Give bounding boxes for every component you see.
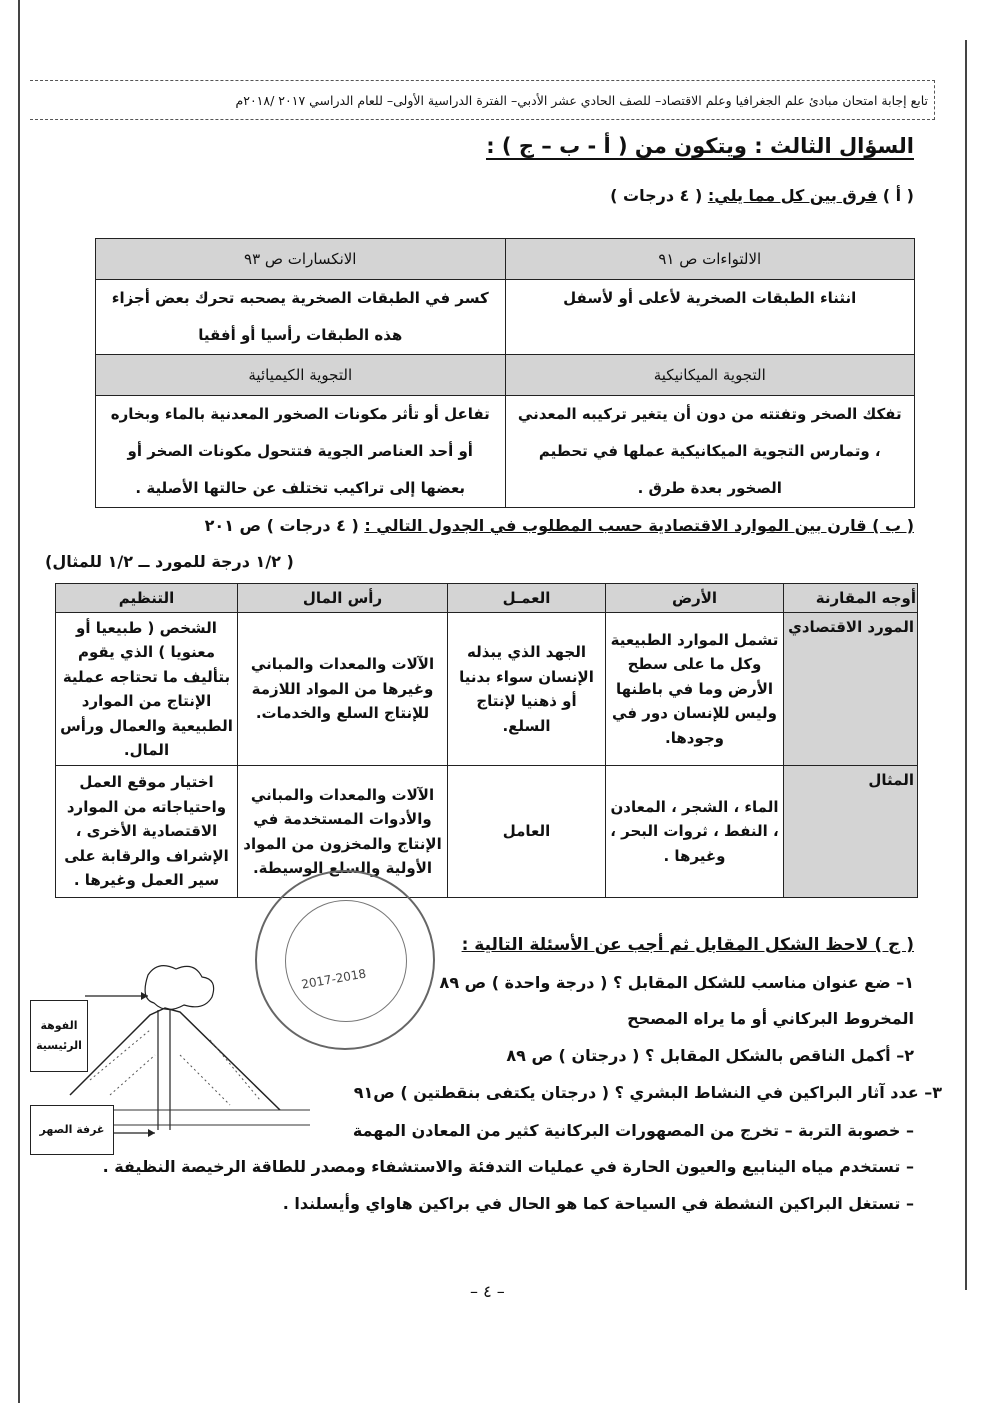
part-a-marks: ( ٤ درجات ) — [610, 186, 708, 205]
table-row — [96, 280, 915, 355]
header-mechanical-weathering: التجوية الميكانيكية — [505, 355, 915, 396]
scan-edge-left — [18, 0, 20, 1403]
part-c-line-3: ٣– عدد آثار البراكين في النشاط البشري ؟ ( درجتان يكتفى بنقطتين ) ص٩١ — [353, 1083, 942, 1102]
volcano-conduit — [158, 1010, 170, 1130]
resources-table — [55, 583, 918, 898]
table-header-row — [56, 584, 918, 613]
cell-land-resource: تشمل الموارد الطبيعية وكل ما على سطح الأرض وما في باطنها وليس للإنسان دور في وجودها. — [606, 613, 784, 766]
table-row — [56, 613, 918, 766]
table-row — [56, 766, 918, 898]
label-magma-chamber: غرفة الصهر — [30, 1105, 114, 1155]
header-land: الأرض — [606, 584, 784, 613]
ash-cloud — [145, 966, 214, 1010]
header-capital: رأس المال — [238, 584, 448, 613]
comparison-table-a — [95, 238, 915, 508]
scan-edge-right — [965, 40, 967, 1290]
part-a-instruction: فرق بين كل مما يلي: — [707, 186, 878, 205]
label-main-vent: الفوهة الرئيسية — [30, 1000, 88, 1072]
part-b-grading: ( ١/٢ درجة للمورد ــ ١/٢ للمثال) — [45, 552, 294, 571]
cell-capital-resource: الآلات والمعدات والمباني وغيرها من المواد اللازمة للإنتاج السلع والخدمات. — [238, 613, 448, 766]
table-header-row — [96, 239, 915, 280]
cell-organization-example: اختيار موقع العمل واحتياجاته من الموارد الاقتصادية الأخرى ، الإشراف والرقابة على سير العمل وغيرها . — [56, 766, 238, 898]
table-header-row — [96, 355, 915, 396]
part-c-line-1: ١– ضع عنوان مناسب للشكل المقابل ؟ ( درجة واحدة ) ص ٨٩ — [439, 973, 914, 992]
header-chemical-weathering: التجوية الكيميائية — [96, 355, 506, 396]
part-c-instruction: ( ج ) لاحظ الشكل المقابل ثم أجب عن الأسئلة التالية : — [461, 935, 914, 955]
part-b-marks: ( ٤ درجات ) ص ٢٠١ — [204, 516, 365, 535]
stamp-year: 2017-2018 — [300, 966, 368, 992]
row-label-example: المثال — [784, 766, 918, 898]
page-number: – ٤ – — [470, 1282, 505, 1301]
part-b-heading — [205, 516, 914, 535]
cell-faults-def: كسر في الطبقات الصخرية يصحبه تحرك بعض أجزاء هذه الطبقات رأسيا أو أفقيا — [96, 280, 506, 355]
part-b-instruction: ( ب ) قارن بين الموارد الاقتصادية حسب المطلوب في الجدول التالي : — [364, 516, 914, 535]
part-c-answer-1: المخروط البركاني أو ما يراه المصحح — [627, 1009, 914, 1028]
header-organization: التنظيم — [56, 584, 238, 613]
header-comparison: أوجه المقارنة — [784, 584, 918, 613]
header-labor: العمـل — [448, 584, 606, 613]
header-folds: الالتواءات ص ٩١ — [505, 239, 915, 280]
part-a-heading — [610, 186, 914, 205]
question-title: السؤال الثالث : ويتكون من ( أ - ب – ج ) : — [486, 134, 914, 158]
part-c-answer-3c: – تستغل البراكين النشطة في السياحة كما هو الحال في براكين هاواي وأيسلندا . — [282, 1194, 914, 1213]
exam-header: تابع إجابة امتحان مبادئ علم الجغرافيا وعلم الاقتصاد– للصف الحادي عشر الأدبي– الفترة الدراسية الأولى– للعام الدراسي ٢٠١٧ /٢٠١٨م — [30, 80, 935, 120]
rock-layers — [90, 1030, 260, 1105]
table-row — [96, 396, 915, 508]
cell-organization-resource: الشخص ( طبيعيا أو معنويا ) الذي يقوم بتأليف ما تحتاجه عملية الإنتاج من الموارد الطبيعية والعمال ورأس المال. — [56, 613, 238, 766]
header-faults: الانكسارات ص ٩٣ — [96, 239, 506, 280]
cell-labor-resource: الجهد الذي يبذله الإنسان سواء بدنيا أو ذهنيا لإنتاج السلع. — [448, 613, 606, 766]
part-c-line-2: ٢– أكمل الناقص بالشكل المقابل ؟ ( درجتان ) ص ٨٩ — [506, 1046, 914, 1065]
volcano-cone — [70, 1008, 280, 1110]
cell-land-example: الماء ، الشجر ، المعادن ، النفط ، ثروات البحر ، وغيرها . — [606, 766, 784, 898]
arrow-head-chamber — [148, 1129, 155, 1137]
cell-capital-example: الآلات والمعدات والمباني والأدوات المستخدمة في الإنتاج والمخزون من المواد الأولية والسلع الوسيطة. — [238, 766, 448, 898]
part-c-answer-3a: – خصوبة التربة – تخرج من المصهورات البركانية كثير من المعادن المهمة — [352, 1121, 914, 1140]
row-label-resource: المورد الاقتصادي — [784, 613, 918, 766]
cell-chemical-def: تفاعل أو تأثر مكونات الصخور المعدنية بالماء وبخاره أو أحد العناصر الجوية فتتحول مكونات الصخر أو بعضها إلى تراكيب تختلف عن حالتها الأصلية . — [96, 396, 506, 508]
cell-mechanical-def: تفكك الصخر وتفتته من دون أن يتغير تركيبه المعدني ، وتمارس التجوية الميكانيكية عملها في تحطيم الصخور بعدة طرق . — [505, 396, 915, 508]
cell-folds-def: انثناء الطبقات الصخرية لأعلى أو لأسفل — [505, 280, 915, 355]
part-a-prefix: ( أ ) — [877, 186, 914, 205]
cell-labor-example: العامل — [448, 766, 606, 898]
part-c-answer-3b: – تستخدم مياه الينابيع والعيون الحارة في عمليات التدفئة والاستشفاء ومصدر للطاقة الرخيصة النظيفة . — [102, 1157, 914, 1176]
